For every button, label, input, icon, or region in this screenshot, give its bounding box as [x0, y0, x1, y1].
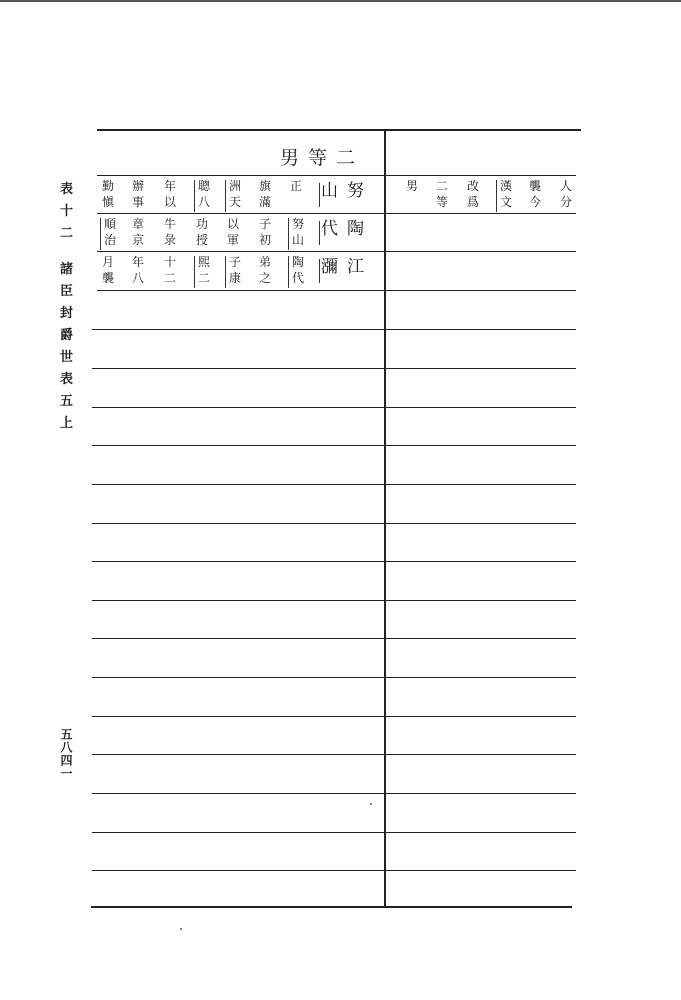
speck: [180, 928, 182, 930]
table-top-border: [97, 129, 581, 131]
text-col: 聰 八: [194, 180, 212, 212]
note-col: 二 等: [435, 179, 448, 209]
row-divider: [386, 793, 576, 794]
row-divider: [386, 368, 576, 369]
text-col: 熙 二: [194, 256, 212, 288]
row-divider: [97, 251, 384, 252]
name-陶代-second: 代: [319, 221, 338, 245]
row-divider: [386, 251, 576, 252]
text-col: 辦 事: [131, 179, 144, 209]
row-divider: [386, 407, 576, 408]
name-努山-second: 山: [319, 183, 338, 207]
row-divider: [386, 290, 576, 291]
row-divider: [386, 523, 576, 524]
row-divider: [92, 523, 384, 524]
table-bottom-border: [91, 906, 572, 908]
text-col: 年 八: [131, 255, 144, 285]
text-col: 月 襲: [101, 255, 114, 285]
row-divider: [386, 329, 576, 330]
note-col: 漢 文: [496, 180, 514, 212]
row-divider: [92, 793, 384, 794]
row-divider: [92, 638, 384, 639]
text-col: 正: [289, 179, 302, 193]
note-col: 襲 今: [528, 179, 541, 209]
row-divider: [92, 600, 384, 601]
text-col: 功 授: [195, 217, 208, 247]
row-divider: [386, 175, 576, 176]
text-col: 子 康: [225, 256, 243, 288]
row-divider: [386, 754, 576, 755]
note-col: 改 爲: [466, 179, 479, 209]
page-number: 五八四一: [59, 728, 73, 780]
text-col: 旗 滿: [258, 179, 271, 209]
row-divider: [92, 832, 384, 833]
text-col: 牛 彔: [163, 217, 176, 247]
name-江瀰: 江: [347, 257, 364, 277]
row-divider: [386, 832, 576, 833]
row-divider: [92, 445, 384, 446]
header-divider: [97, 175, 384, 176]
row-divider: [386, 213, 576, 214]
rank-header: 二 等 男: [280, 146, 356, 169]
text-col: 子 初: [258, 217, 271, 247]
text-col: 洲 天: [225, 180, 243, 212]
name-江瀰-second: 瀰: [319, 259, 338, 283]
row-divider: [386, 716, 576, 717]
row-divider: [92, 484, 384, 485]
row-divider: [386, 561, 576, 562]
row-divider: [92, 754, 384, 755]
text-col: 章 京: [131, 217, 144, 247]
text-col: 年 以: [163, 179, 176, 209]
row-divider: [386, 638, 576, 639]
row-divider: [386, 600, 576, 601]
row-divider: [92, 561, 384, 562]
text-col: 勤 愼: [101, 179, 114, 209]
note-col: 男: [405, 179, 418, 193]
text-col: 努 山: [288, 218, 306, 250]
top-border: [0, 0, 681, 2]
column-divider: [384, 129, 386, 908]
row-divider: [386, 870, 576, 871]
speck: [370, 803, 372, 805]
row-divider: [97, 290, 384, 291]
row-divider: [386, 484, 576, 485]
text-col: 以 軍: [226, 217, 239, 247]
row-divider: [92, 407, 384, 408]
side-title: 表 十 二 諸 臣 封 爵 世 表 五 上: [60, 182, 74, 431]
row-divider: [92, 677, 384, 678]
row-divider: [92, 870, 384, 871]
text-col: 弟 之: [258, 255, 271, 285]
row-divider: [92, 716, 384, 717]
name-陶代: 陶: [347, 219, 364, 239]
row-divider: [386, 445, 576, 446]
row-divider: [386, 677, 576, 678]
text-col: 十 二: [163, 255, 176, 285]
name-努山: 努: [347, 181, 364, 201]
note-col: 人 分: [559, 179, 572, 209]
row-divider: [97, 213, 384, 214]
row-divider: [92, 368, 384, 369]
row-divider: [92, 329, 384, 330]
text-col: 陶 代: [288, 256, 306, 288]
text-col: 順 治: [100, 218, 118, 250]
